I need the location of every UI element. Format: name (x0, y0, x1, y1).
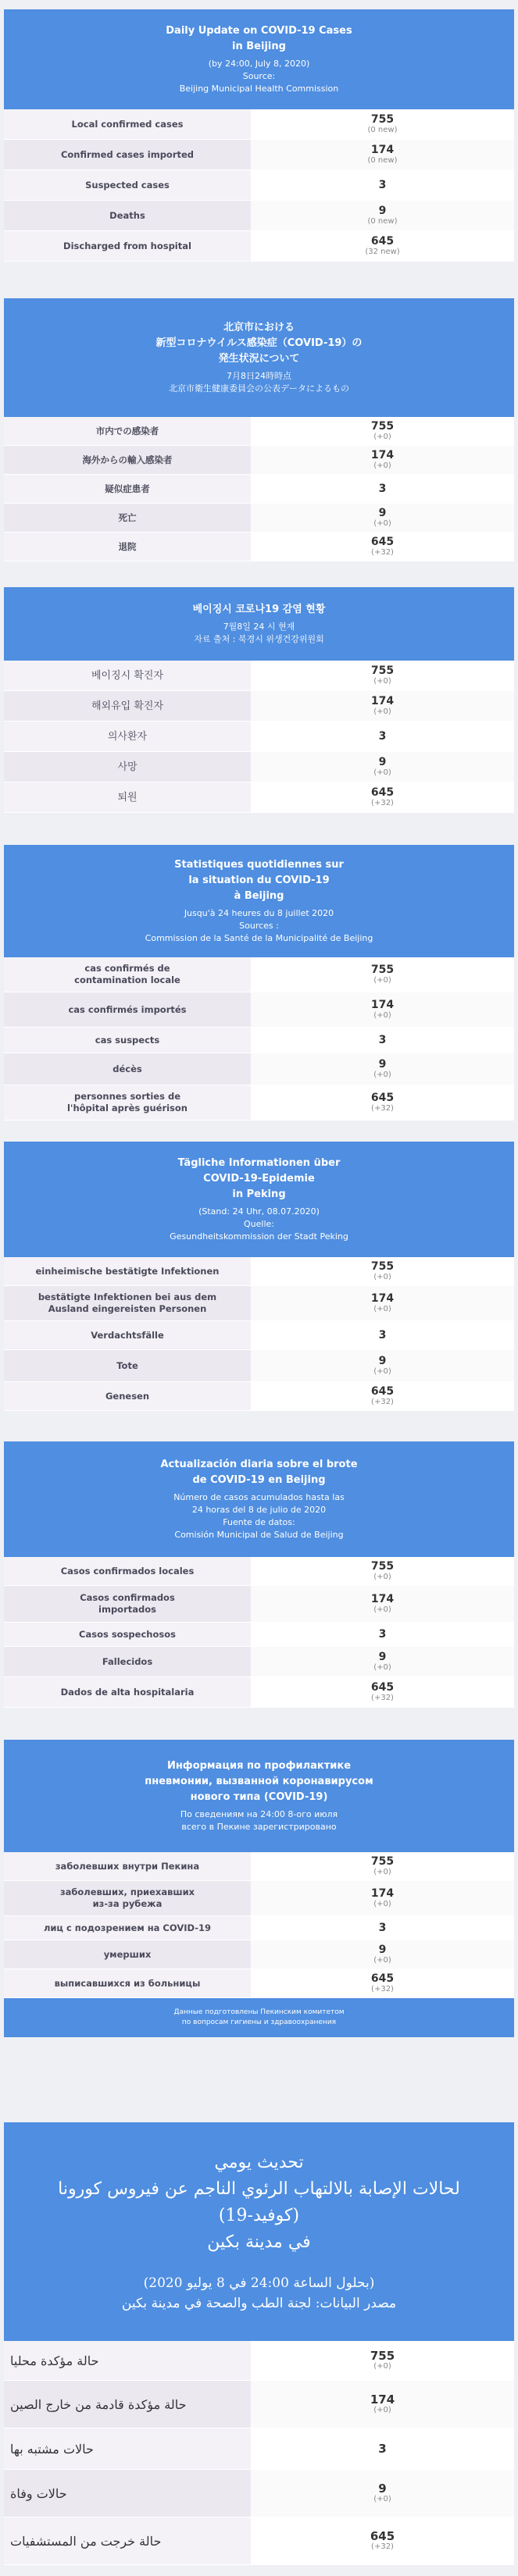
card-title: 베이징시 코로나19 감염 현황 (192, 604, 326, 615)
row-value: 3 (378, 179, 387, 191)
card-title: 北京市における 新型コロナウイルス感染症（COVID-19）の 発生状況について (155, 322, 363, 365)
table-row (4, 1969, 514, 1998)
card-footer: Данные подготовлены Пекинским комитетом по вопросам гигиены и здравоохранения (4, 1998, 514, 2037)
row-label: умерших (4, 1940, 251, 1969)
table-row (4, 140, 514, 170)
row-delta: (+32) (371, 1398, 394, 1406)
row-label: cas confirmés de contamination locale (4, 957, 251, 992)
row-label: bestätigte Infektionen bei aus dem Ausland eingereisten Personen (4, 1286, 251, 1320)
card-japanese (4, 298, 514, 561)
table-row (4, 661, 514, 691)
row-value: 755 (370, 1560, 395, 1573)
stats-table (4, 1852, 514, 1998)
card-french (4, 845, 514, 1121)
row-value: 645 (370, 786, 395, 799)
card-subtitle: 7月8日24時時点 北京市衛生健康委員会の公表データによるもの (169, 371, 349, 394)
row-value: 9 (378, 1651, 387, 1663)
row-delta: (+0) (373, 1605, 391, 1614)
stats-table (4, 661, 514, 813)
row-label: personnes sorties de l'hôpital après guérison (4, 1085, 251, 1120)
row-label: заболевших, приехавших из-за рубежа (4, 1881, 251, 1915)
table-row (4, 475, 514, 504)
card-subtitle: Jusqu'à 24 heures du 8 juillet 2020 Sources : Commission de la Santé de la Municipalité de Beijing (145, 908, 373, 943)
table-row (4, 1028, 514, 1053)
row-label: décès (4, 1053, 251, 1085)
row-delta: (+0) (373, 1956, 391, 1965)
row-value: 645 (370, 2529, 395, 2543)
row-value: 174 (370, 1292, 395, 1305)
table-row (4, 782, 514, 813)
row-value: 174 (370, 1887, 395, 1900)
row-value: 3 (378, 1922, 387, 1934)
card-header (4, 1740, 514, 1852)
row-label: 退院 (4, 533, 251, 561)
row-label: 사망 (4, 752, 251, 782)
row-value: 3 (378, 1034, 387, 1046)
row-value: 645 (370, 235, 395, 248)
card-korean (4, 587, 514, 813)
row-delta: (+0) (373, 677, 391, 686)
row-delta: (+32) (371, 548, 394, 557)
row-value: 174 (370, 695, 395, 707)
row-value: 3 (378, 1628, 387, 1641)
table-row (4, 170, 514, 201)
stats-table (4, 109, 514, 262)
row-value: 3 (378, 730, 387, 743)
table-row (4, 2341, 514, 2381)
row-label: Casos confirmados importados (4, 1586, 251, 1622)
stats-table (4, 1557, 514, 1708)
row-label: حالة خرجت من المستشفيات (4, 2517, 251, 2564)
row-delta: (+32) (371, 1104, 394, 1113)
row-delta: (+0) (373, 1273, 391, 1281)
row-label: cas confirmés importés (4, 992, 251, 1027)
row-value: 645 (370, 1972, 395, 1985)
row-label: Confirmed cases imported (4, 140, 251, 169)
table-row (4, 992, 514, 1028)
row-label: Deaths (4, 201, 251, 230)
row-value: 645 (370, 1681, 395, 1694)
row-delta: (+32) (371, 799, 394, 807)
table-row (4, 2470, 514, 2517)
table-row (4, 1350, 514, 1382)
row-value: 174 (370, 449, 395, 461)
row-value: 645 (370, 1385, 395, 1398)
table-row (4, 1940, 514, 1969)
row-delta: (+0) (373, 2362, 391, 2371)
row-label: Suspected cases (4, 170, 251, 200)
row-value: 9 (378, 1944, 387, 1956)
row-label: заболевших внутри Пекина (4, 1852, 251, 1880)
row-value: 755 (370, 2349, 395, 2363)
table-row (4, 1382, 514, 1411)
row-label: 의사환자 (4, 721, 251, 751)
row-delta: (+0) (373, 519, 391, 528)
table-row (4, 533, 514, 561)
row-delta: (+32) (371, 1694, 394, 1702)
stats-table (4, 2341, 514, 2565)
row-label: Discharged from hospital (4, 231, 251, 261)
row-label: 퇴원 (4, 782, 251, 812)
row-delta: (0 new) (367, 217, 398, 226)
table-row (4, 752, 514, 782)
table-row (4, 1557, 514, 1586)
table-row (4, 1916, 514, 1940)
card-header (4, 9, 514, 109)
card-spanish (4, 1441, 514, 1708)
row-delta: (+32) (371, 1985, 394, 1993)
table-row (4, 446, 514, 475)
row-value: 9 (378, 756, 387, 768)
row-value: 645 (370, 536, 395, 548)
row-label: 베이징시 확진자 (4, 661, 251, 690)
card-header (4, 587, 514, 661)
row-delta: (+0) (373, 2495, 391, 2503)
card-subtitle: По сведениям на 24:00 8-ого июля всего в Пекине зарегистрировано (180, 1809, 338, 1832)
table-row (4, 1677, 514, 1708)
row-delta: (+32) (371, 2542, 394, 2551)
card-subtitle: 7월8일 24 시 현재 자료 출처 : 북경시 위생건강위원회 (194, 622, 324, 644)
card-subtitle: (Stand: 24 Uhr, 08.07.2020) Quelle: Gesundheitskommission der Stadt Peking (170, 1206, 348, 1242)
table-row (4, 721, 514, 752)
row-value: 174 (370, 2393, 395, 2407)
table-row (4, 1286, 514, 1321)
card-arabic (4, 2122, 514, 2565)
table-row (4, 201, 514, 231)
row-label: 死亡 (4, 504, 251, 532)
row-delta: (+0) (373, 1663, 391, 1672)
row-delta: (+0) (373, 2406, 391, 2414)
row-label: Fallecidos (4, 1647, 251, 1676)
table-row (4, 504, 514, 533)
card-title: Tägliche Informationen über COVID-19-Epidemie in Peking (177, 1157, 341, 1200)
row-label: einheimische bestätigte Infektionen (4, 1257, 251, 1285)
row-value: 9 (378, 507, 387, 519)
table-row (4, 1623, 514, 1647)
row-value: 755 (370, 1855, 395, 1868)
table-row (4, 1321, 514, 1350)
row-delta: (+0) (373, 1367, 391, 1376)
table-row (4, 2428, 514, 2470)
row-label: Tote (4, 1350, 251, 1381)
row-value: 3 (378, 1329, 387, 1341)
table-row (4, 1647, 514, 1677)
table-row (4, 691, 514, 721)
row-label: Genesen (4, 1382, 251, 1410)
row-value: 755 (370, 664, 395, 677)
card-title: Actualización diaria sobre el brote de COVID-19 en Beijing (160, 1459, 358, 1486)
row-value: 755 (370, 113, 395, 126)
row-value: 755 (370, 420, 395, 433)
row-delta: (+0) (373, 461, 391, 470)
card-title: تحديث يومي لحالات الإصابة بالالتهاب الرئوي الناجم عن فيروس كورونا (كوفيد-19) في مدينة بكين (58, 2153, 460, 2252)
row-delta: (0 new) (367, 156, 398, 165)
row-label: cas suspects (4, 1028, 251, 1053)
row-value: 9 (378, 1355, 387, 1367)
row-label: Verdachtsfälle (4, 1321, 251, 1349)
row-delta: (+0) (373, 768, 391, 777)
table-row (4, 1852, 514, 1881)
row-delta: (0 new) (367, 126, 398, 134)
row-label: حالة مؤكدة محليا (4, 2341, 251, 2380)
stats-table (4, 1257, 514, 1411)
row-delta: (+0) (373, 976, 391, 985)
card-subtitle: Número de casos acumulados hasta las 24 horas del 8 de julio de 2020 Fuente de datos: Comisión Municipal de Salud de Beijing (173, 1492, 345, 1540)
table-row (4, 1053, 514, 1085)
row-delta: (+0) (373, 1011, 391, 1020)
card-header (4, 1142, 514, 1257)
table-row (4, 231, 514, 262)
row-label: 海外からの輸入感染者 (4, 446, 251, 474)
row-delta: (+0) (373, 1305, 391, 1313)
row-label: 市内での感染者 (4, 417, 251, 445)
card-german (4, 1142, 514, 1411)
table-row (4, 1085, 514, 1121)
table-row (4, 2517, 514, 2565)
row-value: 9 (378, 2482, 387, 2496)
row-value: 755 (370, 1260, 395, 1273)
card-title: Statistiques quotidiennes sur la situation du COVID-19 à Beijing (174, 859, 344, 902)
row-value: 3 (378, 483, 387, 495)
row-delta: (+0) (373, 433, 391, 441)
row-delta: (+0) (373, 1071, 391, 1079)
table-row (4, 1586, 514, 1623)
table-row (4, 957, 514, 992)
row-delta: (32 new) (365, 248, 400, 256)
card-header (4, 298, 514, 417)
card-subtitle: (بحلول الساعة 24:00 في 8 يوليو 2020) مصدر البيانات: لجنة الطب والصحة في مدينة بكين (121, 2275, 397, 2311)
row-label: حالة مؤكدة قادمة من خارج الصين (4, 2381, 251, 2428)
card-header (4, 2122, 514, 2341)
card-header (4, 845, 514, 957)
table-row (4, 417, 514, 446)
table-row (4, 109, 514, 140)
table-row (4, 1881, 514, 1916)
row-label: выписавшихся из больницы (4, 1969, 251, 1997)
row-value: 174 (370, 999, 395, 1011)
card-subtitle: (by 24:00, July 8, 2020) Source: Beijing Municipal Health Commission (179, 59, 339, 94)
row-label: лиц с подозрением на COVID-19 (4, 1916, 251, 1940)
row-value: 9 (378, 205, 387, 217)
row-label: حالات وفاة (4, 2470, 251, 2517)
card-header (4, 1441, 514, 1557)
row-label: حالات مشتبه بها (4, 2428, 251, 2469)
stats-table (4, 417, 514, 561)
row-delta: (+0) (373, 1573, 391, 1581)
card-russian (4, 1740, 514, 2037)
row-label: Local confirmed cases (4, 109, 251, 139)
row-value: 3 (378, 2442, 387, 2456)
row-value: 755 (370, 964, 395, 976)
card-title: Информация по профилактике пневмонии, вызванной коронавирусом нового типа (COVID-19) (145, 1760, 373, 1803)
row-label: Casos confirmados locales (4, 1557, 251, 1585)
row-label: Dados de alta hospitalaria (4, 1677, 251, 1707)
card-english (4, 9, 514, 262)
row-label: Casos sospechosos (4, 1623, 251, 1646)
row-delta: (+0) (373, 707, 391, 716)
row-label: 疑似症患者 (4, 475, 251, 503)
row-value: 174 (370, 144, 395, 156)
table-row (4, 2381, 514, 2428)
table-row (4, 1257, 514, 1286)
row-delta: (+0) (373, 1900, 391, 1908)
row-value: 174 (370, 1593, 395, 1605)
stats-table (4, 957, 514, 1121)
row-value: 645 (370, 1092, 395, 1104)
row-value: 9 (378, 1058, 387, 1071)
row-delta: (+0) (373, 1868, 391, 1876)
row-label: 해외유입 확진자 (4, 691, 251, 721)
card-title: Daily Update on COVID-19 Cases in Beijing (166, 25, 352, 52)
